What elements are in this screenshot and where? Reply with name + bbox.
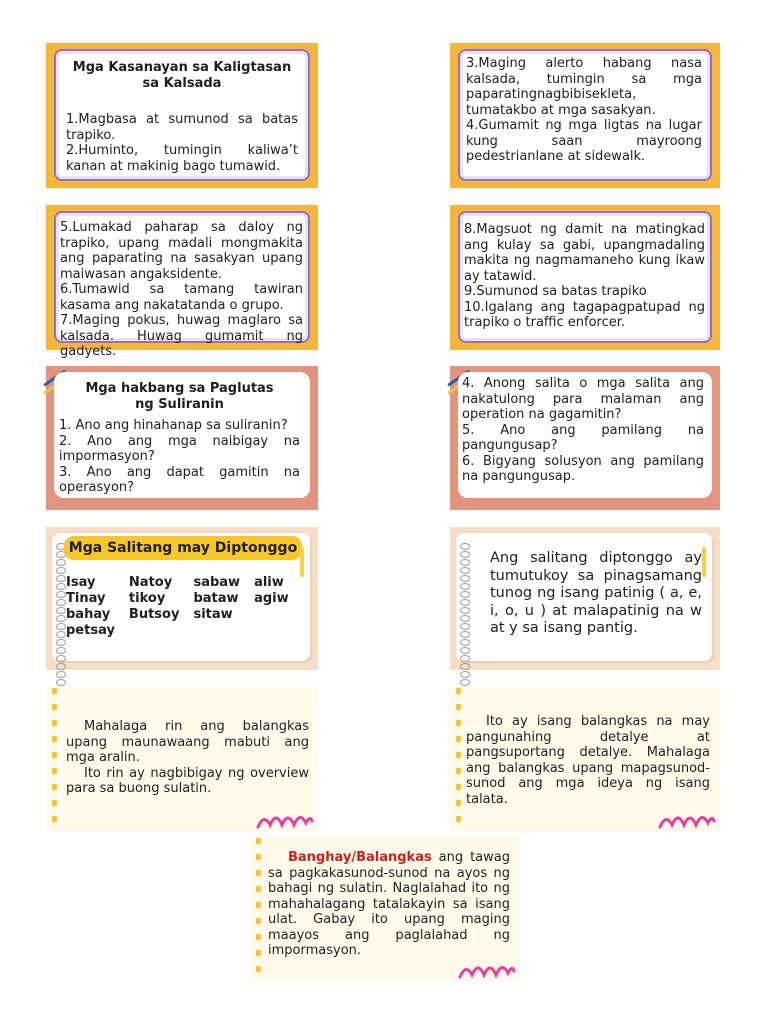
list-item: 9.Sumunod sa batas trapiko [464,284,647,299]
paragraph: Ito rin ay nagbibigay ng overview para sa buong sulatin. [66,765,309,796]
card-title: Mga hakbang sa Paglutas ng Suliranin [85,381,274,412]
word-cell: petsay [66,623,115,638]
card-problem-solving-1 [46,366,318,510]
decorative-dots [256,838,261,982]
card-body [66,719,309,797]
decorative-dots [52,688,57,832]
word-cell [254,623,303,639]
decorative-strip [702,547,706,577]
list-item: 4. Anong salita o mga salita ang nakatulong para malaman ang operation na gagamitin? [462,376,704,422]
list-item: 1.Magbasa at sumunod sa batas trapiko. [66,112,298,143]
word-row [66,575,303,591]
decorative-strip [300,547,304,577]
card-balangkas-importance [46,686,318,831]
list-item: 3. Ano ang dapat gamitin na operasyon? [59,464,300,495]
definition-text: Ang salitang diptonggo ay tumutukoy sa pinagsamang tunog ng isang patinig ( a, e, i, o, u ) at malapatinig na w at y sa isang pantig. [490,550,702,636]
word-cell [193,623,254,639]
word-cell: Natoy [128,575,173,590]
word-cell: bataw [193,591,239,606]
paragraph: Mahalaga rin ang balangkas upang maunawaang mabuti ang mga aralin. [66,719,309,765]
list-item: 4.Gumamit ng mga ligtas na lugar kung saan mayroong pedestrianlane at sidewalk. [466,118,702,164]
card-body [59,418,300,496]
word-table [66,575,303,639]
card-road-safety-1 [46,43,318,188]
card-body [464,222,705,331]
card-inner [458,372,712,498]
card-body [462,376,704,485]
word-row [66,623,303,639]
card-inner [458,211,712,343]
word-cell: agiw [254,591,289,606]
word-cell: Isay [66,575,96,590]
word-cell: aliw [254,575,284,590]
card-body [466,56,702,165]
card-diptonggo-definition [450,527,720,670]
card-road-safety-4 [450,205,720,350]
card-body [66,112,298,174]
highlighted-term: Banghay/Balangkas [288,850,432,865]
card-inner [54,372,310,498]
list-item: 6.Tumawid sa tamang tawiran kasama ang nakatatanda o grupo. [60,282,303,313]
card-title: Mga Salitang may Diptonggo [64,536,302,560]
word-row [66,591,303,607]
card-banghay [250,836,520,981]
card-title: Mga Kasanayan sa Kaligtasan sa Kalsada [72,60,292,91]
word-cell [254,607,303,623]
card-inner [456,533,712,661]
list-item: 3.Maging alerto habang nasa kalsada, tumingin sa mga paparatingnagbibisekleta, tumatakbo at mga sasakyan. [466,56,702,118]
word-cell: Tinay [66,591,106,606]
word-cell: bahay [66,607,111,622]
word-cell: sabaw [193,575,241,590]
word-cell: Butsoy [128,607,180,622]
list-item: 1. Ano ang hinahanap sa suliranin? [59,418,288,433]
word-cell [129,623,194,639]
card-body: Ito ay isang balangkas na may pangunahing detalye at pangsuportang detalye. Mahalaga ang balangkas upang mapagsunod-sunod ang mga ideya ng isang talata. [466,714,710,807]
card-body [268,850,510,959]
card-road-safety-3 [46,205,318,359]
card-inner [54,211,310,359]
card-inner [52,533,310,661]
scribble-decoration [456,957,516,981]
card-inner [458,49,712,181]
card-balangkas-definition [450,686,720,831]
list-item: 5.Lumakad paharap sa daloy ng trapiko, upang madali mongmakita ang paparating na sasakyan upang maiwasan angaksidente. [60,220,303,282]
scribble-decoration [254,807,314,831]
card-road-safety-2 [450,43,720,188]
card-inner [54,49,310,181]
list-item: 6. Bigyang solusyon ang pamilang na pangungusap. [462,453,704,484]
list-item: 7.Maging pokus, huwag maglaro sa kalsada. Huwag gumamit ng gadyets. [60,313,303,359]
word-cell: sitaw [193,607,233,622]
card-problem-solving-2 [450,366,720,510]
card-body [60,220,303,360]
list-item: 5. Ano ang pamilang na pangungusap? [462,422,704,453]
word-cell: tikoy [128,591,166,606]
word-row [66,607,303,623]
scribble-decoration [656,807,716,831]
list-item: 2. Ano ang mga naibigay na impormasyon? [59,433,300,464]
decorative-dots [456,688,461,832]
spiral-binding-icon [460,543,472,687]
list-item: 10.Igalang ang tagapagpatupad ng trapiko o traffic enforcer. [464,299,705,330]
definition-text: ang tawag sa pagkakasunod-sunod na ayos ng bahagi ng sulatin. Naglalahad ito ng mahahalagang tatalakayin sa isang ulat. Gabay ito upang maging maayos ang paglalahad ng impormasyon. [268,850,510,958]
card-diptonggo-words [46,527,318,670]
list-item: 2.Huminto, tumingin kaliwa’t kanan at makinig bago tumawid. [66,143,298,174]
list-item: 8.Magsuot ng damit na matingkad ang kulay sa gabi, upangmadaling makita ng nagmamaneho kung ikaw ay tatawid. [464,222,705,284]
